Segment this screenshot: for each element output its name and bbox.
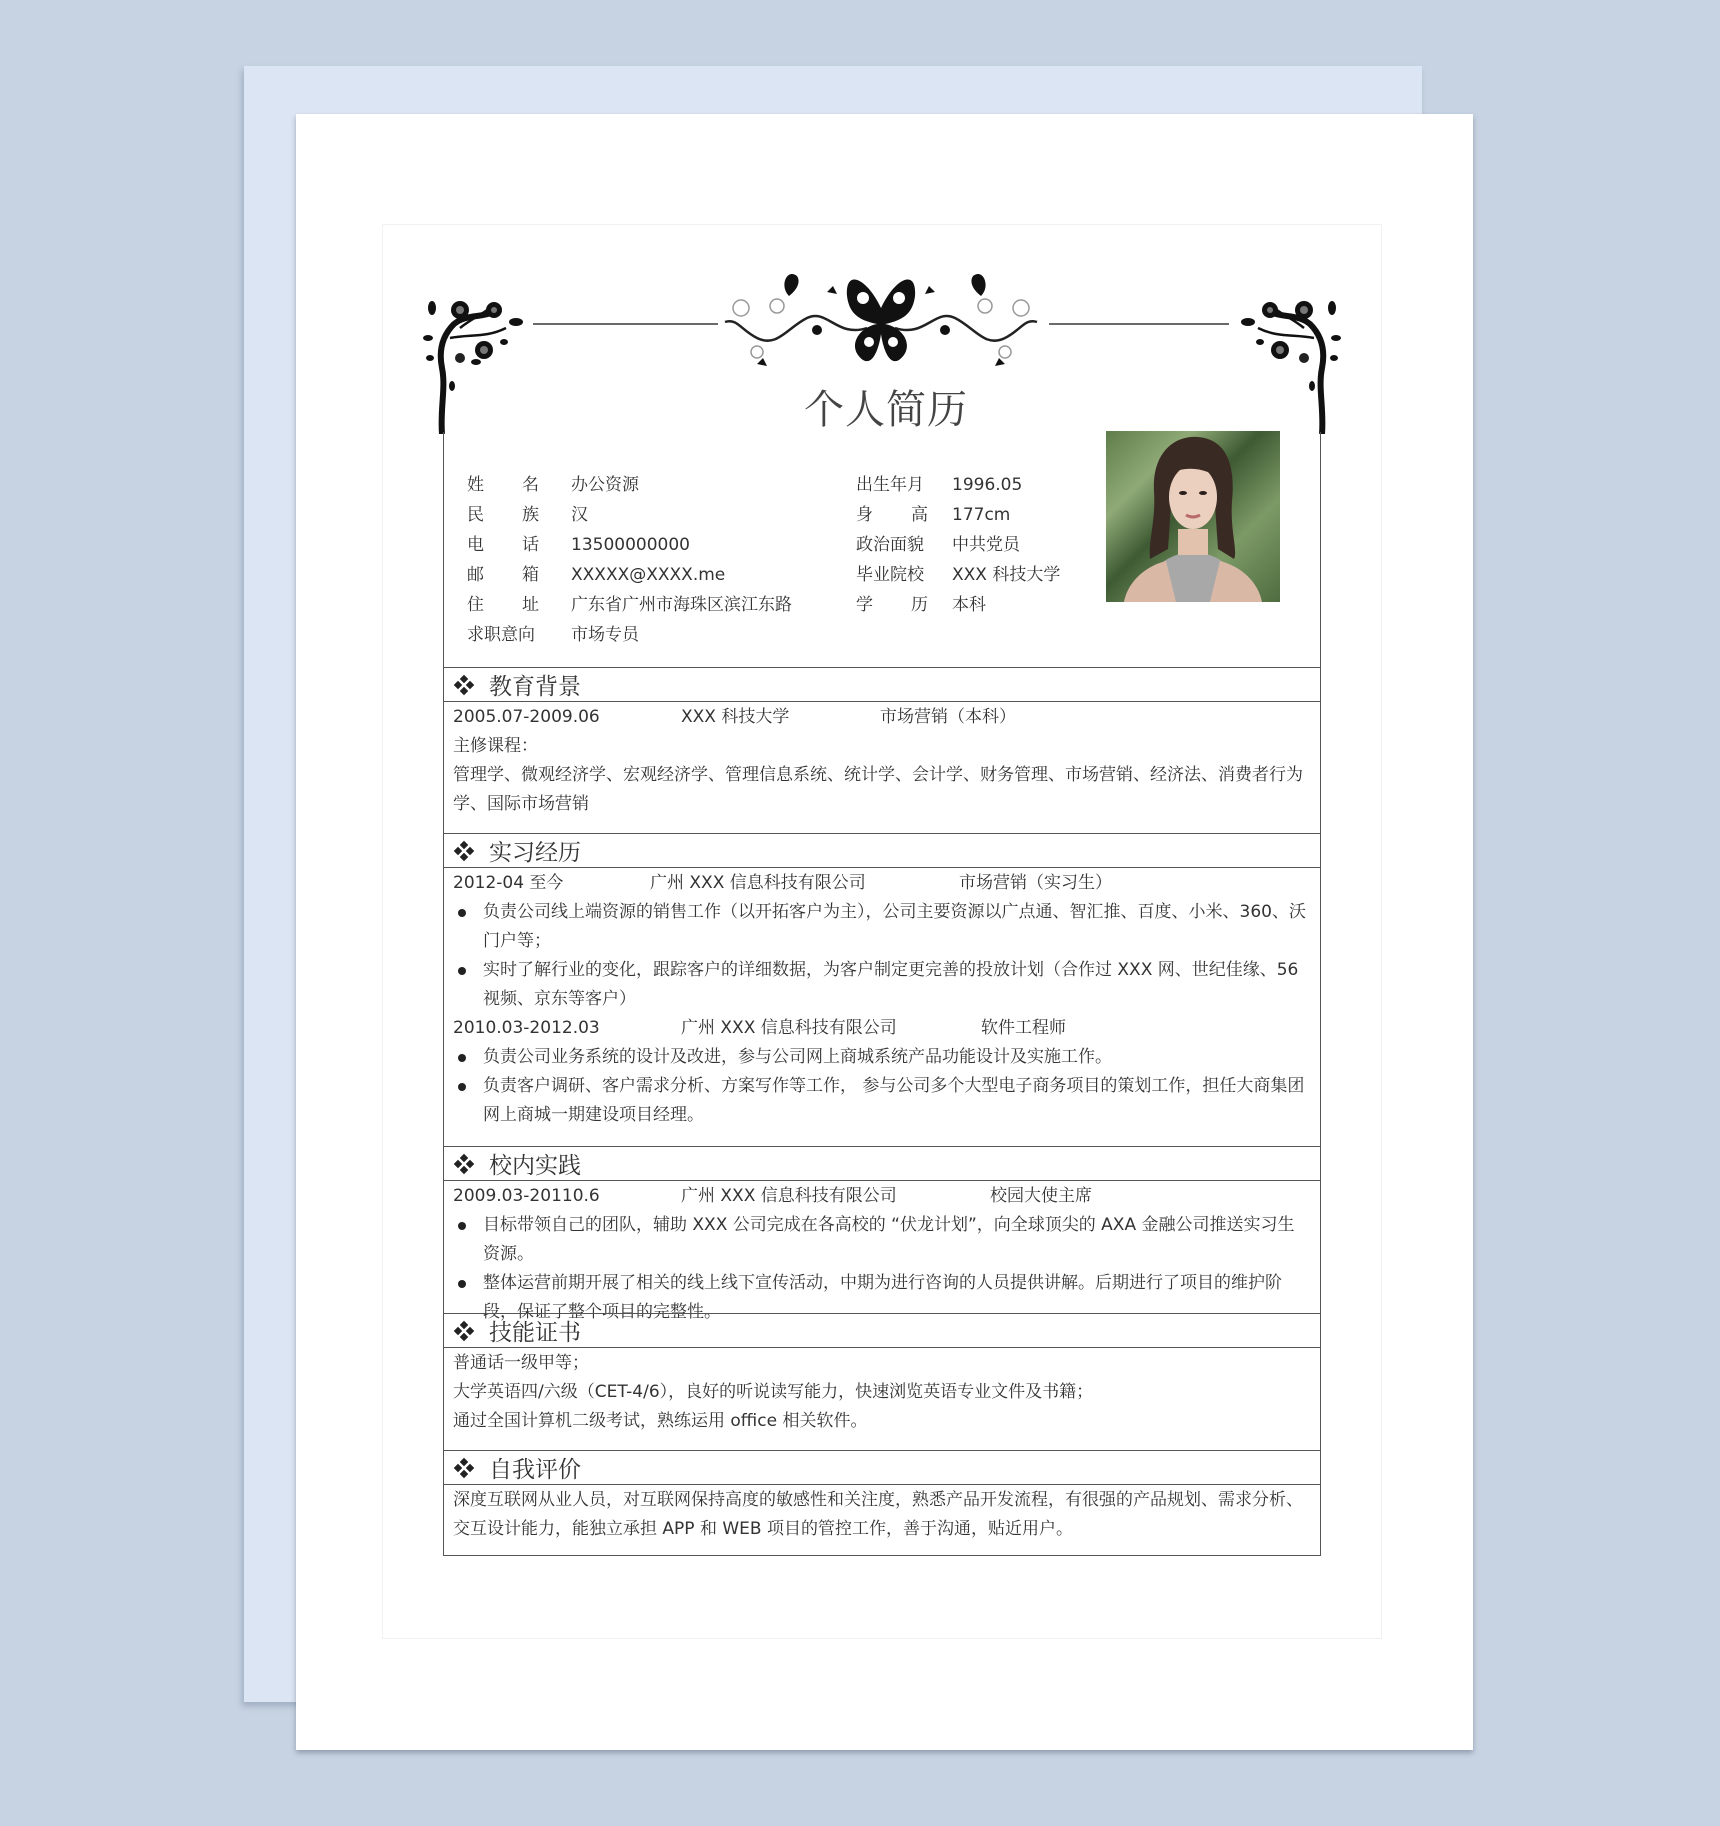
info-label: 求职意向 (467, 625, 535, 645)
diamond-cluster-icon (455, 1155, 473, 1173)
section-title: 实习经历 (489, 840, 581, 866)
info-value-height: 177cm (952, 505, 1011, 525)
info-label: 学 历 (856, 595, 928, 615)
bullet-dot-icon (458, 1222, 466, 1230)
info-label: 住 址 (467, 595, 539, 615)
bullet-item: 负责公司业务系统的设计及改进，参与公司网上商城系统产品功能设计及实施工作。 (453, 1043, 1311, 1072)
rose-corner-ornament-left-icon (420, 298, 532, 434)
info-label: 姓 名 (467, 475, 539, 495)
resume-title: 个人简历 (804, 387, 968, 433)
section-header (444, 668, 1320, 702)
section-body (444, 1181, 1320, 1322)
job-role: 软件工程师 (981, 1018, 1066, 1038)
info-value-ethnicity: 汉 (571, 505, 588, 525)
info-label: 政治面貌 (856, 535, 924, 555)
section-skills (444, 1313, 1320, 1450)
info-value-political: 中共党员 (952, 535, 1020, 555)
info-label: 民 族 (467, 505, 539, 525)
campus-company: 广州 XXX 信息科技有限公司 (681, 1186, 897, 1206)
info-value-name: 办公资源 (571, 475, 639, 495)
job-company: 广州 XXX 信息科技有限公司 (650, 873, 866, 893)
section-header (444, 1314, 1320, 1348)
resume-frame (443, 432, 1321, 1556)
campus-role: 校园大使主席 (990, 1186, 1092, 1206)
skill-line: 通过全国计算机二级考试，熟练运用 office 相关软件。 (453, 1411, 868, 1431)
section-body (444, 702, 1320, 833)
section-title: 技能证书 (489, 1320, 581, 1346)
butterfly-ornament-icon (717, 268, 1045, 374)
edu-major: 市场营销（本科） (880, 707, 1016, 727)
info-value-degree: 本科 (952, 595, 986, 615)
info-value-email: XXXXX@XXXX.me (571, 565, 726, 585)
info-label: 出生年月 (856, 475, 924, 495)
header-rule-left (533, 323, 718, 325)
edu-school: XXX 科技大学 (681, 707, 790, 727)
diamond-cluster-icon (455, 676, 473, 694)
job-entry (453, 1014, 1311, 1043)
job-period: 2012-04 至今 (453, 873, 564, 893)
section-header (444, 834, 1320, 868)
section-title: 教育背景 (489, 674, 581, 700)
bullet-item: 整体运营前期开展了相关的线上线下宣传活动，中期为进行咨询的人员提供讲解。后期进行了项目的维护阶段，保证了整个项目的完整性。 (453, 1269, 1311, 1327)
bullet-item: 实时了解行业的变化，跟踪客户的详细数据，为客户制定更完善的投放计划（合作过 XXX 网、世纪佳缘、56 视频、京东等客户） (453, 956, 1311, 1014)
courses-label: 主修课程： (453, 736, 538, 756)
edu-period: 2005.07-2009.06 (453, 707, 600, 727)
bullet-dot-icon (458, 1083, 466, 1091)
education-entry (453, 703, 1311, 732)
header-rule-right (1049, 323, 1229, 325)
self-evaluation-text: 深度互联网从业人员，对互联网保持高度的敏感性和关注度，熟悉产品开发流程，有很强的产品规划、需求分析、交互设计能力，能独立承担 APP 和 WEB 项目的管控工作，善于沟通，贴近用户。 (453, 1490, 1303, 1539)
section-header (444, 1147, 1320, 1181)
job-period: 2010.03-2012.03 (453, 1018, 600, 1038)
section-education (444, 667, 1320, 833)
bullet-item: 负责客户调研、客户需求分析、方案写作等工作， 参与公司多个大型电子商务项目的策划工作，担任大商集团网上商城一期建设项目经理。 (453, 1072, 1311, 1130)
info-label: 邮 箱 (467, 565, 539, 585)
section-body (444, 868, 1320, 1146)
courses-list: 管理学、微观经济学、宏观经济学、管理信息系统、统计学、会计学、财务管理、市场营销、经济法、消费者行为学、国际市场营销 (453, 765, 1303, 814)
diamond-cluster-icon (455, 1322, 473, 1340)
bullet-dot-icon (458, 1054, 466, 1062)
info-label: 身 高 (856, 505, 928, 525)
section-self-evaluation (444, 1450, 1320, 1544)
job-company: 广州 XXX 信息科技有限公司 (681, 1018, 897, 1038)
bullet-item: 目标带领自己的团队，辅助 XXX 公司完成在各高校的 “伏龙计划”，向全球顶尖的 AXA 金融公司推送实习生资源。 (453, 1211, 1311, 1269)
campus-period: 2009.03-20110.6 (453, 1186, 600, 1206)
section-title: 校内实践 (489, 1153, 581, 1179)
info-label: 毕业院校 (856, 565, 924, 585)
section-title: 自我评价 (489, 1457, 581, 1483)
info-value-phone: 13500000000 (571, 535, 690, 555)
bullet-dot-icon (458, 909, 466, 917)
info-label: 电 话 (467, 535, 539, 555)
info-value-birth: 1996.05 (952, 475, 1023, 495)
section-body (444, 1485, 1320, 1544)
campus-entry (453, 1182, 1311, 1211)
bullet-dot-icon (458, 1280, 466, 1288)
section-internship (444, 833, 1320, 1146)
skill-line: 普通话一级甲等； (453, 1353, 589, 1373)
portrait-photo (1106, 431, 1280, 602)
info-value-school: XXX 科技大学 (952, 565, 1061, 585)
personal-info (444, 432, 1320, 667)
job-role: 市场营销（实习生） (959, 873, 1112, 893)
skill-line: 大学英语四/六级（CET-4/6），良好的听说读写能力，快速浏览英语专业文件及书籍； (453, 1382, 1094, 1402)
job-entry (453, 869, 1311, 898)
section-header (444, 1451, 1320, 1485)
info-value-address: 广东省广州市海珠区滨江东路 (571, 595, 792, 615)
diamond-cluster-icon (455, 842, 473, 860)
bullet-item: 负责公司线上端资源的销售工作（以开拓客户为主），公司主要资源以广点通、智汇推、百度、小米、360、沃门户等； (453, 898, 1311, 956)
section-body (444, 1348, 1320, 1450)
section-campus (444, 1146, 1320, 1322)
resume-page (296, 114, 1473, 1750)
rose-corner-ornament-right-icon (1232, 298, 1344, 434)
info-value-objective: 市场专员 (571, 625, 639, 645)
bullet-dot-icon (458, 967, 466, 975)
diamond-cluster-icon (455, 1459, 473, 1477)
